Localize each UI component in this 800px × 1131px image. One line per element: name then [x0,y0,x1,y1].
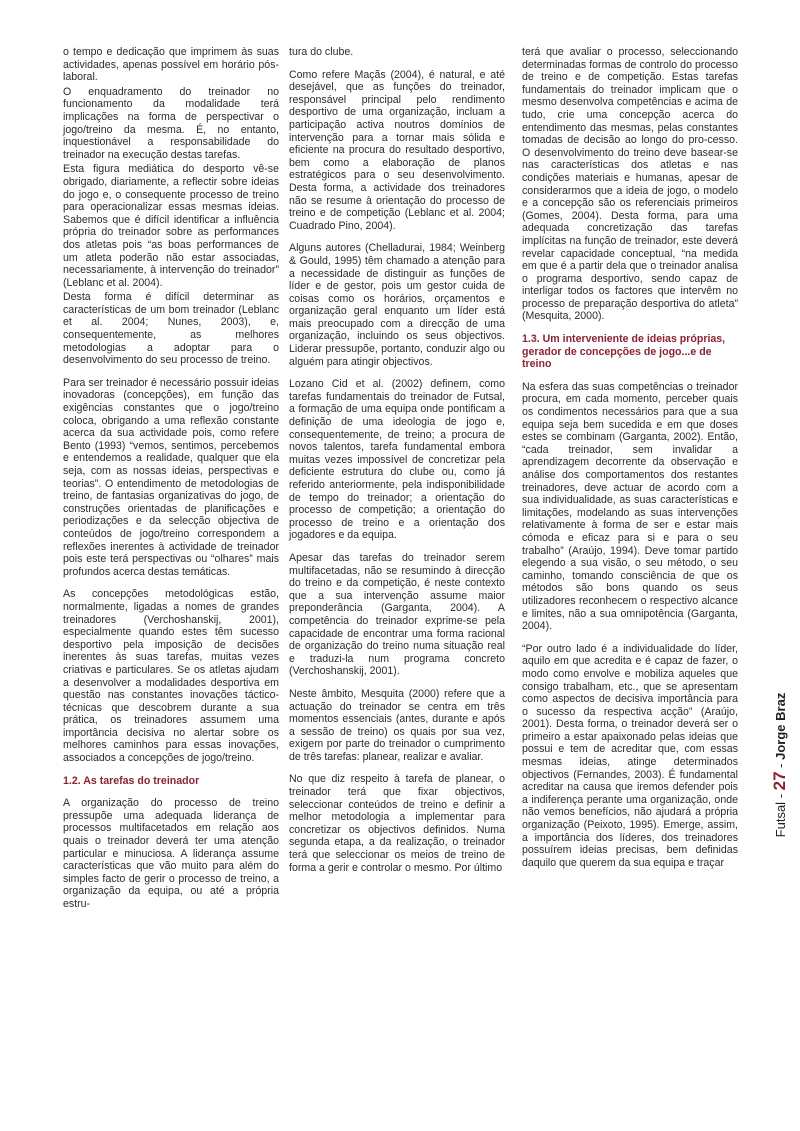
paragraph: tura do clube. [289,46,354,58]
paragraph: Para ser treinador é necessário possuir ideias inovadoras (concepções), em função das exigências constantes que o jogo/treino coloca, obrigando a uma reflexão constante acerca da sua actividade pois, como refere Bento (1993) “vemos, sentimos, percebemos e entendemos a realidade, qualquer que ela seja, com as nossas ideias, perspectivas e teorias”. O entendimento de metodologias de treino, de fantasias organizativas do jogo, de construções orientadas de planificações e periodizações e da selecção objectiva de conteúdos de jogo/treino correspondem a reflexões inerentes à actividade de treinador pois este terá perspectivas ou “olhares” mais profundos acerca destas temáticas. [63,376,279,578]
paragraph: o tempo e dedicação que imprimem às suas actividades, apenas possível em horário pós-laboral. [63,46,279,84]
paragraph: O enquadramento do treinador no funcionamento da modalidade terá implicações na forma de perspectivar o jogo/treino da mesma. É, no entanto, inquestionável a responsabilidade do treinador na execução destas tarefas. [63,85,279,161]
paragraph: terá que avaliar o processo, seleccionando determinadas formas de controlo do processo de treino e de competição. Estas tarefas fundamentais do treinador implicam que o mesmo desenvolva competências e acima de tudo, crie uma concepção acerca do entendimento das mesmas, pelas constantes tomadas de decisão ao longo do pro-cesso. O desenvolvimento do treino deve basear-se nas características dos atletas e nas condições materiais e humanas, apesar de considerarmos que a ideia de jogo, o modelo e a concepção são os referenciais primeiros (Gomes, 2004). Desta forma, para uma adequada concretização das tarefas implícitas na função de treinador, este deverá revelar capacidade conceptual, “na medida em que é a partir dela que o treinador analisa o programa desportivo, sendo capaz de interligar todos os factores que intervêm no processo de preparação desportiva do atleta” (Mesquita, 2000). [522,46,738,323]
paragraph: Lozano Cid et al. (2002) definem, como tarefas fundamentais do treinador de Futsal, a formação de uma equipa onde pontificam a definição de uma ideologia de jogo e, consequentemente, de treino; a procura de novos talentos, tarefa fundamental embora muitas vezes impossível de concretizar pela deficiente estrutura do clube ou, como já referido anteriormente, pela indisponibilidade de tempo do treinador; a orientação do processo de competição; a orientação do processo de treino e a orientação dos jogadores e da equipa. [289,378,505,542]
paragraph: A organização do processo de treino pressupõe uma adequada liderança de processos multifacetados em relação aos quais o treinador deverá ter uma atenção particular e minuciosa. A liderança assume características que vão muito para além do simples facto de gerir o processo de treino, a organização da equipa, ou até a própria estru- [63,797,279,910]
paragraph: As concepções metodológicas estão, normalmente, ligadas a nomes de grandes treinadores (Verchoshanskij, 2001), especialmente quando estes têm sucesso desportivo pela imposição de decisões inerentes às suas tarefas, muitas vezes criativas e particulares. Se os atletas ajudam a desenvolver a modalidades desportiva em questão nas constantes inovações táctico-técnicas que descobrem durante a sua prática, os treinadores assumem uma importância decisiva no alertar sobre os melhores caminhos para essas inovações, associados a concepções de jogo/treino. [63,588,279,765]
text-column-1 [63,46,279,921]
paragraph: No que diz respeito à tarefa de planear, o treinador terá que fixar objectivos, seleccionar conteúdos de treino e definir a melhor metodologia a implementar para concretizar os objectivos definidos. Numa segunda etapa, a da realização, o treinador terá que seleccionar os meios de treino de forma a gerir e controlar o mesmo. Por último [289,773,505,874]
paragraph: Como refere Maçãs (2004), é natural, e até desejável, que as funções do treinador, responsável principal pelo rendimento desportivo de uma organização, incluam a participação activa noutros domínios de intervenção para a tornar mais sólida e eficiente na procura do resultado desportivo, bem como a elaboração de planos estratégicos para o seu desenvolvimento. Desta forma, a actividade dos treinadores não se resume à orientação do processo de treino e de competição (Leblanc et al. 2004; Cuadrado Pino, 2004). [289,68,505,232]
section-heading: 1.3. Um interveniente de ideias próprias, gerador de concepções de jogo...e de treino [522,333,726,371]
footer-separator: - [773,790,788,802]
author-name: Jorge Braz [773,692,788,760]
paragraph: Desta forma é difícil determinar as características de um bom treinador (Leblanc et al. 2004; Nunes, 2003), e, consequentemente, as melhores metodologias a adoptar para o desenvolvimento do seu processo de treino. [63,291,279,367]
paragraph: Na esfera das suas competências o treinador procura, em cada momento, perceber quais os condimentos necessários para que a sua equipa seja bem sucedida e em que doses estes se combinam (Garganta, 2002). Então, “cada treinador, sem invalidar a aprendizagem decorrente da observação e análise dos comportamentos dos restantes treinadores, deve actuar de acordo com a sua individualidade, as suas características e limitações, modelando as suas intervenções relativamente à forma de ser e estar mais cómoda e eficaz para si e para o seu trabalho” (Araújo, 1994). Deve tomar partido elegendo a sua visão, o seu método, o seu caminho, tomando consciência de que os métodos são bons quando os seus utilizadores reconhecem o respectivo alcance e limites, não a sua omnipotência (Garganta, 2004). [522,380,738,633]
section-name: Futsal [773,801,788,838]
page-number: 27 [770,771,789,791]
paragraph: Esta figura mediática do desporto vê-se obrigado, diariamente, a reflectir sobre ideias do jogo e, o consequente processo de treino para operacionalizar essas mesmas ideias. Sabemos que é difícil identificar a influência própria do treinador sobre as performances dos atletas pois “as boas performances de um atleta poderão não estar associadas, necessariamente, à intervenção do treinador” (Leblanc et al. 2004). [63,163,279,289]
text-column-2 [289,46,505,884]
page-footer-text [770,693,790,838]
footer-separator-2: - [773,759,788,772]
paragraph: Neste âmbito, Mesquita (2000) refere que a actuação do treinador se centra em três momentos essenciais (antes, durante e após a sessão de treino) os quais por sua vez, exigem por parte do treinador o cumprimento de três tarefas: planear, realizar e avaliar. [289,687,505,763]
paragraph: “Por outro lado é a individualidade do líder, aquilo em que acredita e é capaz de fazer, o modo como envolve e mobiliza aqueles que consigo trabalham, etc., que se apresentam como aspectos de decisiva importância para o sucesso da respectiva acção” (Araújo, 2001). Desta forma, o treinador deverá ser o primeiro a estar apaixonado pelas ideias que possui e tem de acreditar que, com essas mesmas ideias, atinge determinados objectivos (Fernandes, 2003). É fundamental acreditar na causa que iremos defender pois a indiferença perante uma organização, onde não vemos benefícios, não ajudará a própria organização (Peixoto, 1995). Emerge, assim, a importância dos líderes, dos treinadores possuírem ideias precisas, bem definidas daquilo que querem da sua equipa e traçar [522,642,738,869]
section-heading: 1.2. As tarefas do treinador [63,774,200,787]
page-footer-vertical [766,685,794,845]
paragraph: Alguns autores (Chelladurai, 1984; Weinberg & Gould, 1995) têm chamado a atenção para a necessidade de distinguir as funções de líder e de gestor, pois um gestor cuida de coisas como os horários, orçamentos e organização geral enquanto um líder está mais preocupado com a direcção de uma organização, incluindo os seus objectivos. Liderar pressupõe, portanto, conduzir algo ou alguém para atingir objectivos. [289,242,505,368]
text-column-3 [522,46,738,879]
paragraph: Apesar das tarefas do treinador serem multifacetadas, não se resumindo à direcção do treino e da competição, é neste contexto que a sua intervenção assume maior preponderância (Garganta, 2004). A competência do treinador exprime-se pela capacidade de encontrar uma forma racional de organização do treino numa situação real e traduzi-la num programa concreto (Verchoshanskij, 2001). [289,551,505,678]
